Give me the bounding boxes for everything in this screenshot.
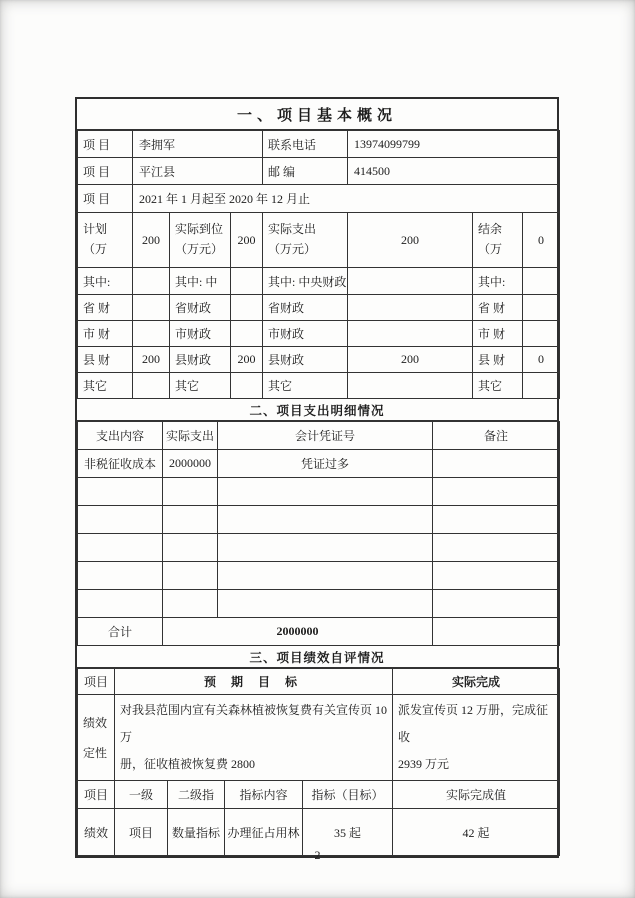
empty-cell bbox=[218, 506, 433, 534]
indicator-header-row bbox=[78, 781, 560, 809]
spent-funds-value: 200 bbox=[348, 213, 473, 268]
funds-row-county bbox=[78, 347, 560, 373]
qualitative-label-line1: 绩效 bbox=[83, 715, 108, 730]
actual-completion-header: 实际完成 bbox=[393, 669, 560, 695]
header-remark: 备注 bbox=[433, 422, 560, 450]
section3-title: 三、项目绩效自评情况 bbox=[77, 646, 557, 668]
empty-cell bbox=[78, 590, 163, 618]
phone-label: 联系电话 bbox=[263, 131, 348, 158]
empty-cell bbox=[433, 590, 560, 618]
empty-cell bbox=[218, 590, 433, 618]
indicator-actual-value: 42 起 bbox=[393, 809, 560, 856]
project-label: 项 目 bbox=[78, 158, 133, 185]
other-label-1: 其它 bbox=[78, 373, 133, 399]
empty-cell bbox=[163, 534, 218, 562]
province-value-1 bbox=[133, 295, 170, 321]
row-funds-summary bbox=[78, 213, 560, 268]
empty-cell bbox=[218, 562, 433, 590]
project-label: 项 目 bbox=[78, 131, 133, 158]
city-label-2: 市财政 bbox=[170, 321, 231, 347]
expense-voucher-value: 凭证过多 bbox=[218, 450, 433, 478]
actual-completion-line1: 派发宣传页 12 万册，完成征收 bbox=[398, 703, 549, 744]
funds-row-central bbox=[78, 268, 560, 295]
funds-row-other bbox=[78, 373, 560, 399]
other-label-3: 其它 bbox=[263, 373, 348, 399]
county-label-3: 县财政 bbox=[263, 347, 348, 373]
indicator-actual-header: 实际完成值 bbox=[393, 781, 560, 809]
total-value: 2000000 bbox=[163, 618, 433, 646]
empty-cell bbox=[78, 506, 163, 534]
indicator-level2-header: 二级指 bbox=[168, 781, 225, 809]
balance-label-line1: 结余 bbox=[478, 222, 503, 237]
total-label: 合计 bbox=[78, 618, 163, 646]
central-label-3: 其中: 中央财政 bbox=[263, 268, 348, 295]
expense-empty-row bbox=[78, 534, 560, 562]
province-value-3 bbox=[348, 295, 473, 321]
expected-goal-line2: 册，征收植被恢复费 2800 bbox=[120, 757, 256, 771]
empty-cell bbox=[163, 590, 218, 618]
row-project-period bbox=[78, 185, 560, 213]
province-value-4 bbox=[523, 295, 560, 321]
expected-goal-text bbox=[115, 695, 393, 781]
city-value-4 bbox=[523, 321, 560, 347]
section1-basic-info-table bbox=[77, 130, 560, 399]
province-value-2 bbox=[231, 295, 263, 321]
balance-funds-label bbox=[473, 213, 523, 268]
expense-row bbox=[78, 450, 560, 478]
header-voucher-no: 会计凭证号 bbox=[218, 422, 433, 450]
plan-label-line1: 计划 bbox=[83, 222, 108, 237]
arrived-label-line1: 实际到位 bbox=[175, 222, 224, 237]
empty-cell bbox=[78, 562, 163, 590]
period-value: 2021 年 1 月起至 2020 年 12 月止 bbox=[133, 185, 560, 213]
expense-amount-value: 2000000 bbox=[163, 450, 218, 478]
city-value-3 bbox=[348, 321, 473, 347]
qualitative-row bbox=[78, 695, 560, 781]
page-number: 2 bbox=[314, 848, 321, 862]
central-label-1: 其中: bbox=[78, 268, 133, 295]
empty-cell bbox=[218, 478, 433, 506]
section2-expense-table bbox=[77, 421, 560, 646]
county-label-1: 县 财 bbox=[78, 347, 133, 373]
city-label-3: 市财政 bbox=[263, 321, 348, 347]
empty-cell bbox=[163, 478, 218, 506]
expected-goal-line1: 对我县范围内宣有关森林植被恢复费有关宣传页 10 万 bbox=[120, 703, 388, 744]
central-label-4: 其中: bbox=[473, 268, 523, 295]
province-label-3: 省财政 bbox=[263, 295, 348, 321]
empty-cell bbox=[78, 478, 163, 506]
plan-funds-value: 200 bbox=[133, 213, 170, 268]
expense-empty-row bbox=[78, 478, 560, 506]
central-value-4 bbox=[523, 268, 560, 295]
expense-remark-value bbox=[433, 450, 560, 478]
expense-content-value: 非税征收成本 bbox=[78, 450, 163, 478]
spent-label-line1: 实际支出 bbox=[268, 222, 317, 237]
indicator-target-value: 35 起 bbox=[303, 809, 393, 856]
section1-title: 一、项目基本概况 bbox=[77, 99, 557, 130]
county-label-4: 县 财 bbox=[473, 347, 523, 373]
expected-goal-header: 预 期 目 标 bbox=[115, 669, 393, 695]
postcode-value: 414500 bbox=[348, 158, 560, 185]
row-project-location bbox=[78, 158, 560, 185]
qualitative-label-line2: 定性 bbox=[83, 745, 108, 760]
empty-cell bbox=[433, 506, 560, 534]
province-label-4: 省 财 bbox=[473, 295, 523, 321]
empty-cell bbox=[433, 618, 560, 646]
indicator-content-header: 指标内容 bbox=[225, 781, 303, 809]
location-value: 平江县 bbox=[133, 158, 263, 185]
other-value-3 bbox=[348, 373, 473, 399]
central-value-2 bbox=[231, 268, 263, 295]
other-value-4 bbox=[523, 373, 560, 399]
performance-col-label: 项目 bbox=[78, 669, 115, 695]
indicator-level1-header: 一级 bbox=[115, 781, 168, 809]
phone-value: 13974099799 bbox=[348, 131, 560, 158]
spent-label-line2: （万元） bbox=[268, 242, 317, 256]
plan-label-line2: （万 bbox=[83, 242, 108, 256]
expense-empty-row bbox=[78, 562, 560, 590]
empty-cell bbox=[433, 478, 560, 506]
expense-empty-row bbox=[78, 506, 560, 534]
county-value-2: 200 bbox=[231, 347, 263, 373]
county-value-4: 0 bbox=[523, 347, 560, 373]
arrived-funds-value: 200 bbox=[231, 213, 263, 268]
empty-cell bbox=[433, 562, 560, 590]
empty-cell bbox=[78, 534, 163, 562]
arrived-funds-label bbox=[170, 213, 231, 268]
spent-funds-label bbox=[263, 213, 348, 268]
form-outer-table bbox=[75, 97, 559, 858]
other-label-4: 其它 bbox=[473, 373, 523, 399]
indicator-target-header: 指标（目标） bbox=[303, 781, 393, 809]
county-value-3: 200 bbox=[348, 347, 473, 373]
actual-completion-text bbox=[393, 695, 560, 781]
other-label-2: 其它 bbox=[170, 373, 231, 399]
county-value-1: 200 bbox=[133, 347, 170, 373]
postcode-label: 邮 编 bbox=[263, 158, 348, 185]
other-value-2 bbox=[231, 373, 263, 399]
city-label-1: 市 财 bbox=[78, 321, 133, 347]
actual-completion-line2: 2939 万元 bbox=[398, 757, 450, 771]
expense-header-row bbox=[78, 422, 560, 450]
indicator-content-value: 办理征占用林 bbox=[225, 809, 303, 856]
county-label-2: 县财政 bbox=[170, 347, 231, 373]
indicator-level2-value: 数量指标 bbox=[168, 809, 225, 856]
project-label: 项 目 bbox=[78, 185, 133, 213]
funds-row-city bbox=[78, 321, 560, 347]
central-label-2: 其中: 中 bbox=[170, 268, 231, 295]
city-label-4: 市 财 bbox=[473, 321, 523, 347]
funds-row-province bbox=[78, 295, 560, 321]
province-label-2: 省财政 bbox=[170, 295, 231, 321]
indicator-col-label: 项目 bbox=[78, 781, 115, 809]
city-value-2 bbox=[231, 321, 263, 347]
balance-label-line2: （万 bbox=[478, 242, 503, 256]
section2-title: 二、项目支出明细情况 bbox=[77, 399, 557, 421]
arrived-label-line2: （万元） bbox=[175, 242, 224, 256]
empty-cell bbox=[218, 534, 433, 562]
section3-performance-table bbox=[77, 668, 560, 856]
expense-total-row bbox=[78, 618, 560, 646]
qualitative-col-label bbox=[78, 695, 115, 781]
expense-empty-row bbox=[78, 590, 560, 618]
indicator-level1-value: 项目 bbox=[115, 809, 168, 856]
header-expense-content: 支出内容 bbox=[78, 422, 163, 450]
central-value-3 bbox=[348, 268, 473, 295]
performance-header-row bbox=[78, 669, 560, 695]
central-value-1 bbox=[133, 268, 170, 295]
province-label-1: 省 财 bbox=[78, 295, 133, 321]
empty-cell bbox=[433, 534, 560, 562]
header-actual-expense: 实际支出 bbox=[163, 422, 218, 450]
other-value-1 bbox=[133, 373, 170, 399]
project-leader-value: 李拥军 bbox=[133, 131, 263, 158]
balance-funds-value: 0 bbox=[523, 213, 560, 268]
indicator-row-col-label: 绩效 bbox=[78, 809, 115, 856]
city-value-1 bbox=[133, 321, 170, 347]
empty-cell bbox=[163, 506, 218, 534]
empty-cell bbox=[163, 562, 218, 590]
plan-funds-label bbox=[78, 213, 133, 268]
row-project-leader bbox=[78, 131, 560, 158]
